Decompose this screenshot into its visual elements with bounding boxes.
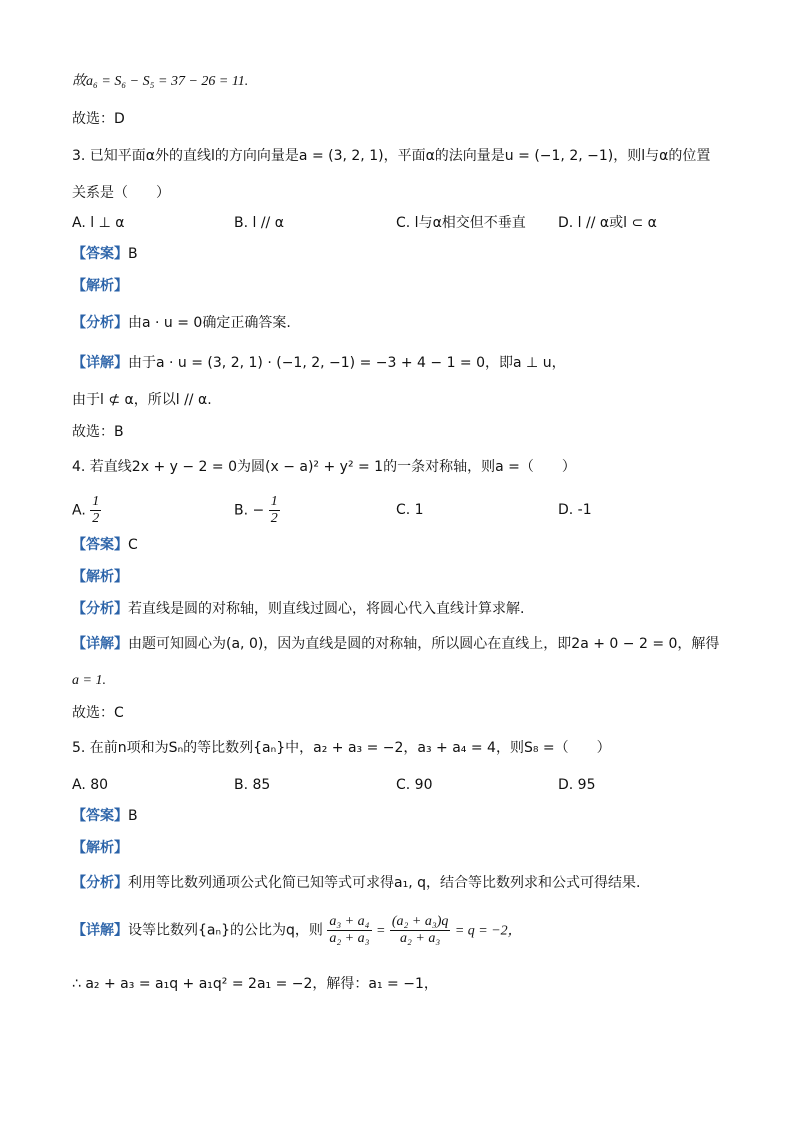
q4-final-choice: 故选：C xyxy=(72,705,124,721)
question-3-stem-cont: 关系是（ ） xyxy=(72,185,170,201)
q4-option-a xyxy=(72,494,101,527)
answer-tag: 【答案】 xyxy=(72,246,128,262)
q3-option-b: B. l // α xyxy=(234,215,284,231)
q3-xiangjie-cont: 由于l ⊄ α，所以l // α. xyxy=(72,392,212,408)
question-3-stem: 3. 已知平面α外的直线l的方向向量是a = (3, 2, 1)，平面α的法向量是u = (−1, 2, −1)，则l与α的位置 xyxy=(72,148,711,164)
fraction-denominator: 2 xyxy=(92,511,100,526)
q5-answer-row xyxy=(72,806,138,826)
analysis-heading: 【解析】 xyxy=(72,278,128,294)
fraction-numerator: 1 xyxy=(92,494,100,509)
q4-xiangjie-row xyxy=(72,634,719,654)
xiangjie-text: 由题可知圆心为(a, 0)，因为直线是圆的对称轴，所以圆心在直线上，即2a + 0 − 2 = 0，解得 xyxy=(128,636,720,652)
q3-option-d: D. l // α或l ⊂ α xyxy=(558,215,657,231)
fraction-denominator: a₂ + a₃ xyxy=(400,931,441,946)
q4-answer-row xyxy=(72,535,138,555)
answer-choice-line: 故选：D xyxy=(72,111,125,127)
q3-fenxi-row xyxy=(72,313,291,333)
xiangjie-tag: 【详解】 xyxy=(72,636,128,652)
answer-value: B xyxy=(128,808,138,824)
fenxi-tag: 【分析】 xyxy=(72,315,128,331)
q4-option-b xyxy=(234,494,280,527)
q5-option-d: D. 95 xyxy=(558,777,596,793)
fenxi-tag: 【分析】 xyxy=(72,601,128,617)
ratio-fraction-2 xyxy=(390,914,451,947)
question-5-stem: 5. 在前n项和为Sₙ的等比数列{aₙ}中，a₂ + a₃ = −2，a₃ + a₄ = 4，则S₈ =（ ） xyxy=(72,740,611,756)
q4-option-c: C. 1 xyxy=(396,502,424,518)
fenxi-text: 由a · u = 0确定正确答案. xyxy=(128,315,291,331)
q4-option-b-fraction xyxy=(269,494,280,527)
ratio-fraction-1 xyxy=(327,914,371,947)
xiangjie-tag: 【详解】 xyxy=(72,922,128,939)
q3-answer-row xyxy=(72,244,138,264)
xiangjie-text: 设等比数列{aₙ}的公比为q，则 xyxy=(128,922,323,939)
q5-option-a: A. 80 xyxy=(72,777,109,793)
fraction-denominator: a₂ + a₃ xyxy=(329,931,370,946)
q4-option-a-fraction xyxy=(90,494,101,527)
analysis-heading: 【解析】 xyxy=(72,840,128,856)
q3-xiangjie-row xyxy=(72,353,566,373)
q5-derivation-line: ∴ a₂ + a₃ = a₁q + a₁q² = 2a₁ = −2，解得：a₁ = −1， xyxy=(72,976,438,992)
fenxi-text: 若直线是圆的对称轴，则直线过圆心，将圆心代入直线计算求解. xyxy=(128,601,525,617)
q3-final-choice: 故选：B xyxy=(72,424,124,440)
q5-option-b: B. 85 xyxy=(234,777,271,793)
q4-option-b-label: B. − xyxy=(234,502,265,519)
q4-fenxi-row xyxy=(72,599,524,619)
fraction-numerator: a₃ + a₄ xyxy=(329,914,370,929)
solution-line: 故a₆ = S₆ − S₅ = 37 − 26 = 11. xyxy=(72,74,249,89)
answer-tag: 【答案】 xyxy=(72,808,128,824)
fraction-denominator: 2 xyxy=(270,511,278,526)
q4-option-a-label: A. xyxy=(72,502,86,519)
q3-option-a: A. l ⊥ α xyxy=(72,215,125,231)
xiangjie-text: 由于a · u = (3, 2, 1) · (−1, 2, −1) = −3 + 4 − 1 = 0，即a ⊥ u， xyxy=(128,355,566,371)
q5-fenxi-row xyxy=(72,873,640,893)
fenxi-tag: 【分析】 xyxy=(72,875,128,891)
answer-value: B xyxy=(128,246,138,262)
q3-option-c: C. l与α相交但不垂直 xyxy=(396,215,526,231)
question-4-stem: 4. 若直线2x + y − 2 = 0为圆(x − a)² + y² = 1的一条对称轴，则a =（ ） xyxy=(72,459,576,475)
q4-option-d: D. -1 xyxy=(558,502,592,518)
fenxi-text: 利用等比数列通项公式化简已知等式可求得a₁, q，结合等比数列求和公式可得结果. xyxy=(128,875,641,891)
xiangjie-tag: 【详解】 xyxy=(72,355,128,371)
q5-xiangjie-row xyxy=(72,914,522,947)
fraction-numerator: (a₂ + a₃)q xyxy=(391,914,449,929)
analysis-heading: 【解析】 xyxy=(72,569,128,585)
q4-xiangjie-cont: a = 1. xyxy=(72,673,106,688)
equals-sign: = xyxy=(375,923,386,939)
fraction-numerator: 1 xyxy=(270,494,278,509)
answer-value: C xyxy=(128,537,138,553)
q5-option-c: C. 90 xyxy=(396,777,433,793)
answer-tag: 【答案】 xyxy=(72,537,128,553)
ratio-result: = q = −2， xyxy=(454,923,522,939)
